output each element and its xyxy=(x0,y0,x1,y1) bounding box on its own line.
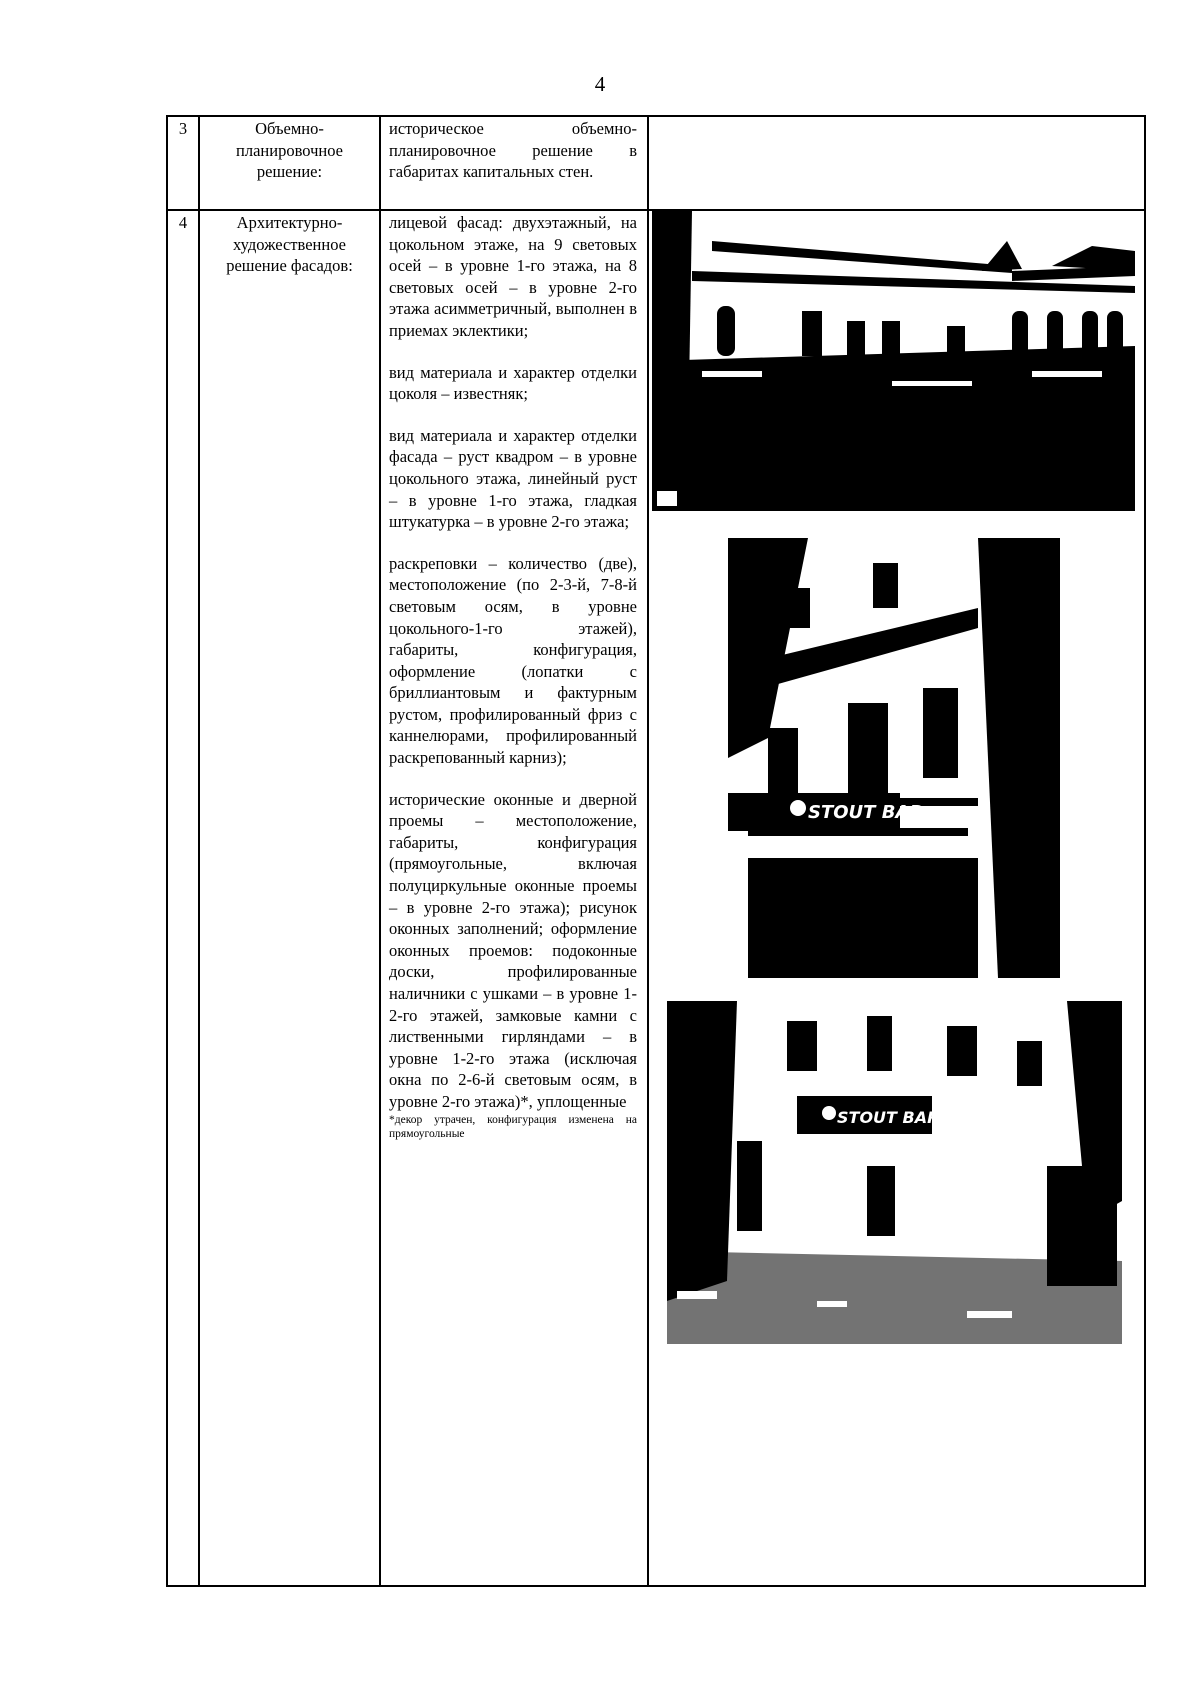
description-paragraph: вид материала и характер отделки фасада – руст квадром – в уровне цокольного этажа, линейный руст – в уровне 1-го этажа, гладкая штукатурка – в уровне 2-го этажа; xyxy=(389,425,637,532)
row-description xyxy=(389,212,637,1141)
description-paragraph: вид материала и характер отделки цоколя – известняк; xyxy=(389,362,637,404)
row-heading xyxy=(200,118,379,183)
facade-photo-1 xyxy=(652,211,1135,511)
street-photo xyxy=(667,1001,1122,1344)
facade-photo-2 xyxy=(728,538,1060,978)
table-border-bottom xyxy=(166,1585,1146,1587)
description-paragraph: исторические оконные и дверной проемы – местоположение, габариты, конфигурация (прямоугольные, включая полуциркульные оконные проемы – в уровне 2-го этажа); рисунок оконных заполнений; оформление оконных проемов: подоконные доски, профилированные наличники с ушками – в уровне 1-2-го этажей, замковые камни с лиственными гирляндами – в уровне 1-2-го этажа (исключая окна по 2-6-й световым осям, в уровне 2-го этажа)*, уплощенные xyxy=(389,789,637,1111)
heading-line: решение: xyxy=(256,162,323,182)
row-heading xyxy=(200,212,379,277)
description-paragraph: лицевой фасад: двухэтажный, на цокольном этаже, на 9 световых осей – в уровне 1-го этажа, на 8 световых осей – в уровне 2-го этажа асимметричный, выполнен в приемах эклектики; xyxy=(389,213,637,340)
stout-bar-sign-2: STOUT BAR xyxy=(837,1108,940,1127)
page-number: 4 xyxy=(594,72,606,96)
footnote: *декор утрачен, конфигурация изменена на прямоугольные xyxy=(389,1113,637,1140)
table-border-top xyxy=(166,115,1146,117)
description-paragraph: раскреповки – количество (две), местоположение (по 2-3-й, 7-8-й световым осям, в уровне цокольного-1-го этажей), габариты, конфигурация, оформление (лопатки с бриллиантовым и фактурным рустом, профилированный фриз с каннелюрами, профилированный раскрепованный карниз); xyxy=(389,553,637,768)
heading-line: Архитектурно- xyxy=(236,213,343,232)
row-number: 4 xyxy=(178,213,188,232)
heading-line: планировочное xyxy=(236,140,343,160)
heading-line: решение фасадов: xyxy=(226,256,353,276)
table-border-right xyxy=(1144,115,1146,1587)
table-col-divider xyxy=(379,115,381,1587)
stout-bar-sign-1: STOUT BAR xyxy=(808,802,924,823)
row-description xyxy=(389,118,637,183)
table-border-left xyxy=(166,115,168,1587)
description-paragraph: историческое объемно-планировочное решение в габаритах капитальных стен. xyxy=(389,119,637,182)
table-col-divider xyxy=(198,115,200,1587)
table-col-divider xyxy=(647,115,649,1587)
row-number: 3 xyxy=(178,119,188,138)
heading-line: художественное xyxy=(233,234,346,254)
heading-line: Объемно- xyxy=(255,119,324,138)
